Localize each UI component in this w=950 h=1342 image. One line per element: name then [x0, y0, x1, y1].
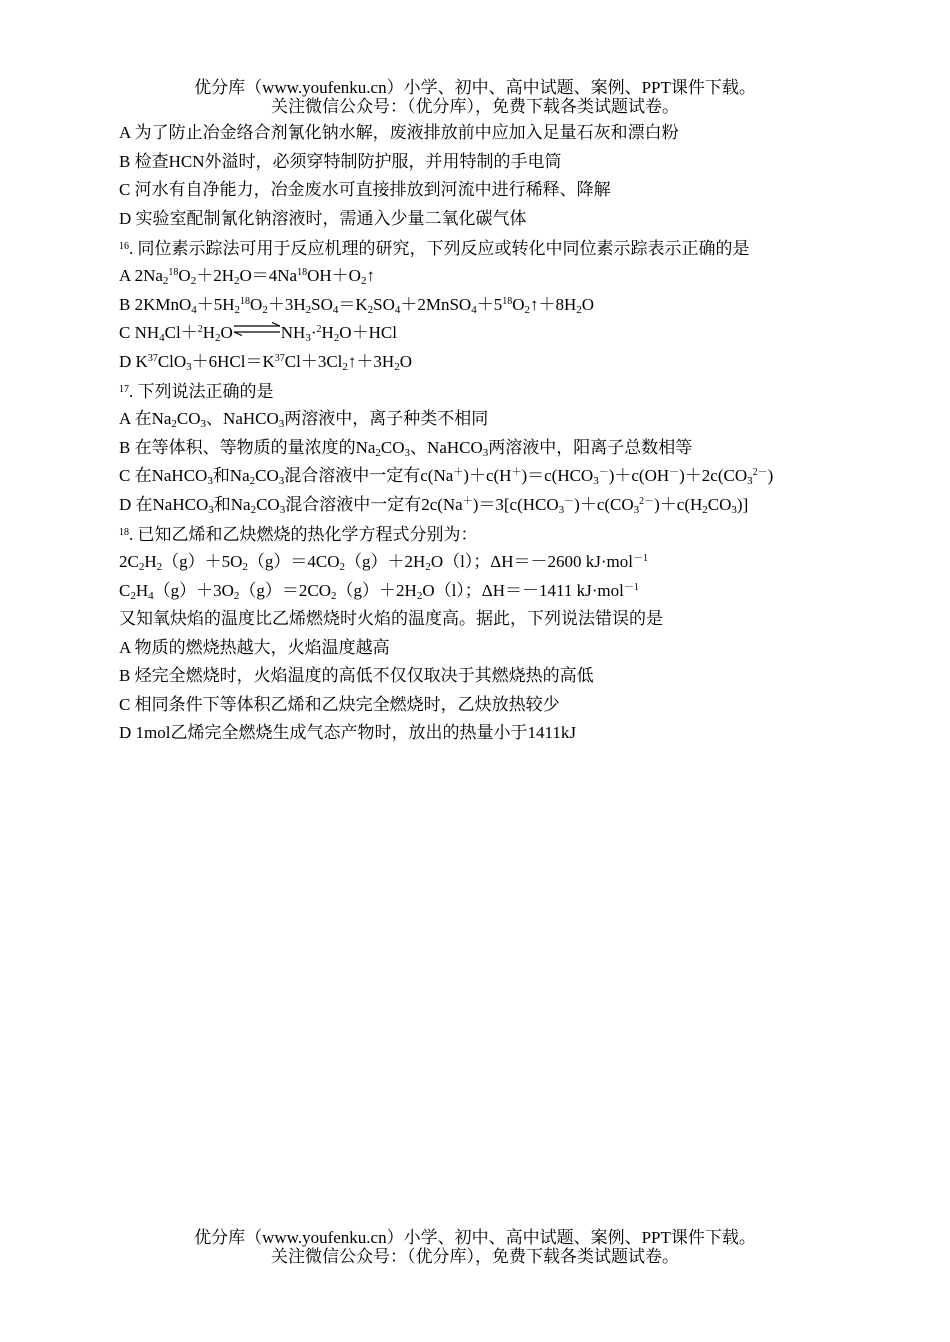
q18-equation-1: $2C_2H_2(g)+5O_2(g)=4CO_2(g)+2H_2O(l)$；ΔH＝－2600 kJ·mol$^{-1}$ [119, 551, 648, 573]
q18-number: 18 [119, 527, 129, 539]
q16-option-d: D $K^{37}ClO_3+6HCl=K^{37}Cl+3Cl_2↑+3H_2O$ [119, 351, 412, 373]
q18-stem: $^{18}$. 已知乙烯和乙炔燃烧的热化学方程式分别为： [119, 525, 478, 545]
q17-stem: $^{17}$. 下列说法正确的是 [119, 382, 274, 402]
q18-option-a: A 物质的燃烧热越大，火焰温度越高 [119, 637, 390, 657]
q16-option-a: A $2Na_2^{18}O_2+2H_2O=4Na^{18}OH+O_2↑$ [119, 265, 375, 287]
q18-note: 又知氧炔焰的温度比乙烯燃烧时火焰的温度高。据此，下列说法错误的是 [119, 609, 663, 629]
footer-line-1: 优分库（www.youfenku.cn）小学、初中、高中试题、案例、PPT课件下载。 [194, 1228, 756, 1247]
q17-option-d: D 在NaHCO$_3$和$Na_2CO_3$混合溶液中一定有$2c(Na^+)=3[c(HCO_3^-)+c(CO_3^{2-})+c(H_2CO_3)]$ [119, 494, 749, 516]
q15-option-a: A 为了防止冶金络合剂氰化钠水解，废液排放前中应加入足量石灰和漂白粉 [119, 123, 679, 142]
q18-equation-2: $C_2H_4(g)+3O_2(g)=2CO_2(g)+2H_2O(l)$；ΔH＝－1411 kJ·mol$^{-1}$ [119, 580, 639, 602]
footer-line-2: 关注微信公众号：（优分库），免费下载各类试题试卷。 [271, 1247, 679, 1266]
q16-option-c: C $NH_4Cl+^2H_2O$ $NH_3\cdot^2H_2O+HCl$ [119, 323, 397, 345]
q16-number: 16 [119, 241, 129, 253]
q15-option-d: D 实验室配制氰化钠溶液时，需通入少量二氧化碳气体 [119, 208, 527, 228]
reversible-arrow-icon [233, 322, 281, 336]
q18-option-c: C 相同条件下等体积乙烯和乙炔完全燃烧时，乙炔放热较少 [119, 694, 560, 714]
q16-option-b: B $2KMnO_4+5H_2^{18}O_2+3H_2SO_4=K_2SO_4+2MnSO_4+5^{18}O_2↑+8H_2O$ [119, 294, 595, 316]
q17-option-b: B 在等体积、等物质的量浓度的$Na_2CO_3$、NaHCO$_3$两溶液中，阳离子总数相等 [119, 437, 693, 459]
q17-option-c: C 在NaHCO$_3$和$Na_2CO_3$混合溶液中一定有$c(Na^+)+c(H^+)=c(HCO_3^-)+c(OH^-)+2c(CO_3^{2-})$ [119, 466, 774, 488]
q16-stem: $^{16}$. 同位素示踪法可用于反应机理的研究，下列反应或转化中同位素示踪表示正确的是 [119, 239, 750, 259]
q15-option-b: B 检查HCN外溢时，必须穿特制防护服，并用特制的手电筒 [119, 151, 562, 171]
page-header [0, 78, 950, 116]
q17-option-a: A 在$Na_2CO_3$、NaHCO$_3$两溶液中，离子种类不相同 [119, 408, 489, 430]
header-line-2: 关注微信公众号：（优分库），免费下载各类试题试卷。 [271, 97, 679, 116]
q15-option-c: C 河水有自净能力，冶金废水可直接排放到河流中进行稀释、降解 [119, 180, 611, 200]
page-footer [0, 1228, 950, 1266]
header-line-1: 优分库（www.youfenku.cn）小学、初中、高中试题、案例、PPT课件下载。 [194, 78, 756, 97]
q18-option-b: B 烃完全燃烧时，火焰温度的高低不仅仅取决于其燃烧热的高低 [119, 666, 594, 686]
q17-number: 17 [119, 384, 129, 396]
q18-option-d: D 1mol乙烯完全燃烧生成气态产物时，放出的热量小于1411kJ [119, 723, 576, 743]
exam-content [119, 119, 879, 748]
